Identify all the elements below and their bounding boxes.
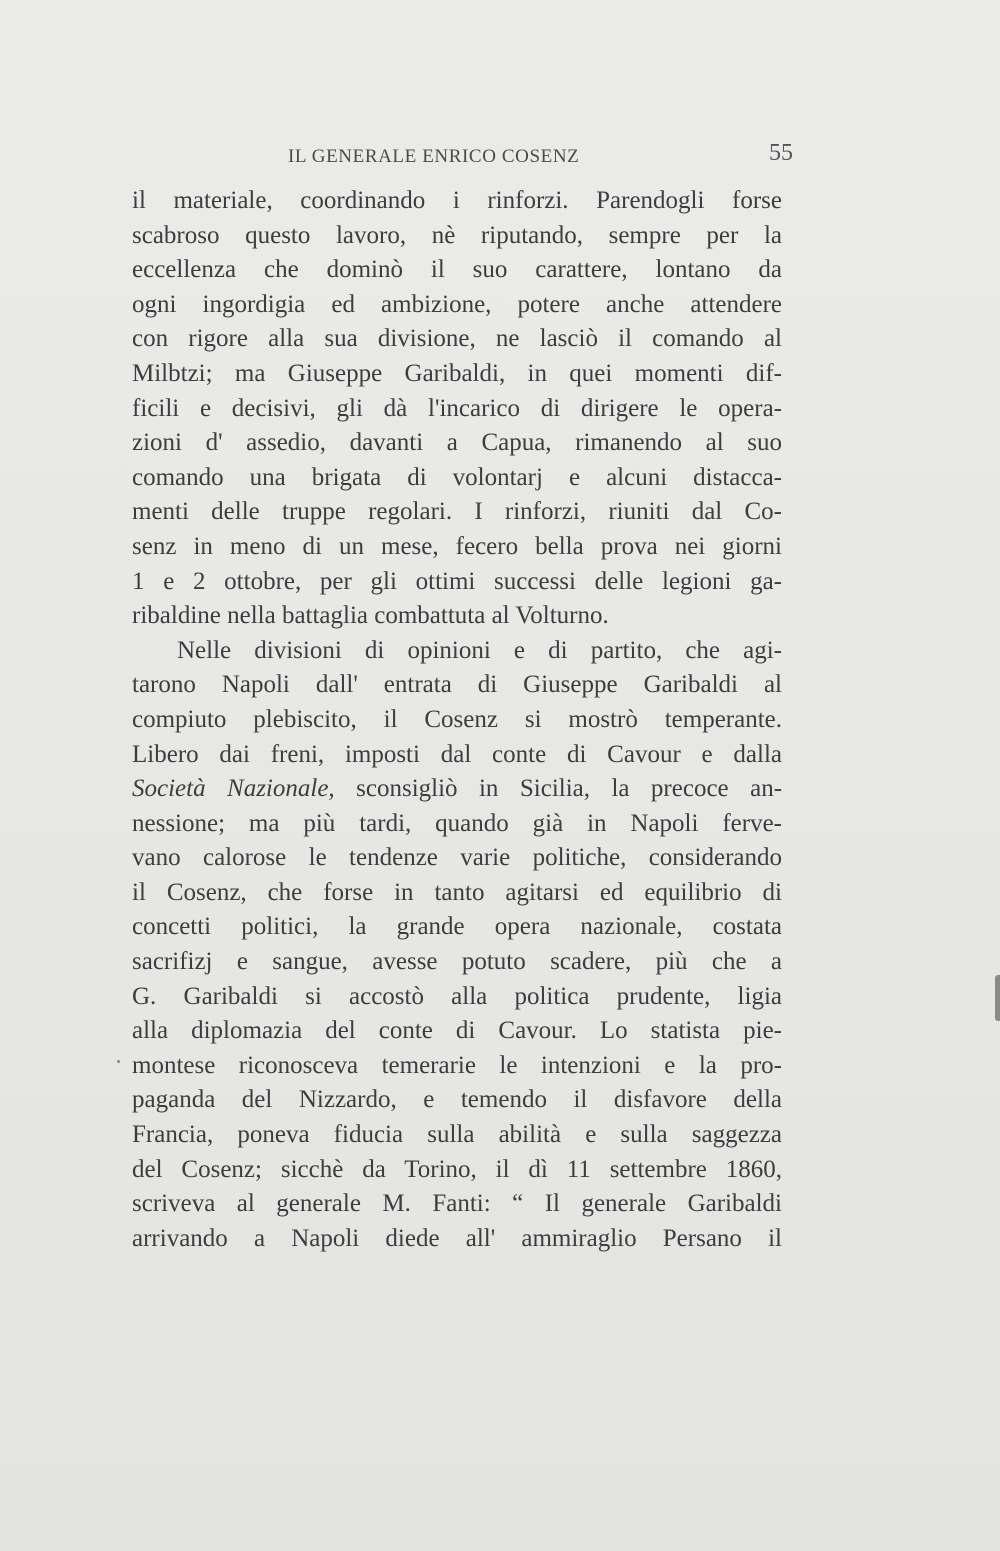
text-line: nessione; ma più tardi, quando già in Napoli ferve- — [132, 809, 782, 837]
text-line: arrivando a Napoli diede all' ammiraglio Persano il — [132, 1224, 782, 1252]
text-line: con rigore alla sua divisione, ne lasciò il comando al — [132, 325, 782, 353]
text-line: tarono Napoli dall' entrata di Giuseppe Garibaldi al — [132, 671, 782, 699]
text-line: sacrifizj e sangue, avesse potuto scadere, più che a — [132, 948, 782, 976]
text-line: zioni d' assedio, davanti a Capua, rimanendo al suo — [132, 429, 782, 457]
page-edge-tab — [995, 975, 1000, 1021]
text-line: vano calorose le tendenze varie politiche, considerando — [132, 844, 782, 872]
italic-phrase: Società Nazionale, — [132, 775, 335, 803]
text-line: comando una brigata di volontarj e alcuni distacca- — [132, 463, 782, 491]
text-line: del Cosenz; sicchè da Torino, il dì 11 settembre 1860, — [132, 1155, 782, 1183]
text-line: Milbtzi; ma Giuseppe Garibaldi, in quei momenti dif- — [132, 359, 782, 387]
text-line: scriveva al generale M. Fanti: “ Il generale Garibaldi — [132, 1190, 782, 1218]
page-number: 55 — [769, 140, 793, 166]
text-line: G. Garibaldi si accostò alla politica prudente, ligia — [132, 982, 782, 1010]
paragraph-end-line: ribaldine nella battaglia combattuta al Volturno. — [132, 602, 609, 630]
text-line: alla diplomazia del conte di Cavour. Lo statista pie- — [132, 1017, 782, 1045]
text-line: compiuto plebiscito, il Cosenz si mostrò temperante. — [132, 705, 782, 733]
ink-speck — [117, 1060, 120, 1063]
paragraph-start-line: Nelle divisioni di opinioni e di partito, che agi- — [177, 636, 782, 664]
text-line: paganda del Nizzardo, e temendo il disfavore della — [132, 1086, 782, 1114]
text-line: concetti politici, la grande opera nazionale, costata — [132, 913, 782, 941]
text-line-rest: sconsigliò in Sicilia, la precoce an- — [356, 775, 783, 803]
text-line: montese riconosceva temerarie le intenzioni e la pro- — [132, 1051, 782, 1079]
text-line: eccellenza che dominò il suo carattere, lontano da — [132, 256, 782, 284]
body-text — [132, 184, 782, 1256]
text-line: 1 e 2 ottobre, per gli ottimi successi delle legioni ga- — [132, 567, 782, 595]
text-line: il materiale, coordinando i rinforzi. Parendogli forse — [132, 187, 782, 214]
text-line: ogni ingordigia ed ambizione, potere anche attendere — [132, 290, 782, 318]
text-line: Francia, poneva fiducia sulla abilità e sulla saggezza — [132, 1121, 782, 1149]
text-line: Libero dai freni, imposti dal conte di Cavour e dalla — [132, 740, 782, 768]
text-line: senz in meno di un mese, fecero bella prova nei giorni — [132, 532, 782, 560]
text-line: menti delle truppe regolari. I rinforzi, riuniti dal Co- — [132, 498, 782, 526]
text-line: scabroso questo lavoro, nè riputando, sempre per la — [132, 221, 782, 249]
text-line: il Cosenz, che forse in tanto agitarsi ed equilibrio di — [132, 878, 782, 906]
text-line: ficili e decisivi, gli dà l'incarico di dirigere le opera- — [132, 394, 782, 422]
running-head-title: IL GENERALE ENRICO COSENZ — [288, 146, 580, 167]
text-line-with-italic — [132, 772, 782, 807]
